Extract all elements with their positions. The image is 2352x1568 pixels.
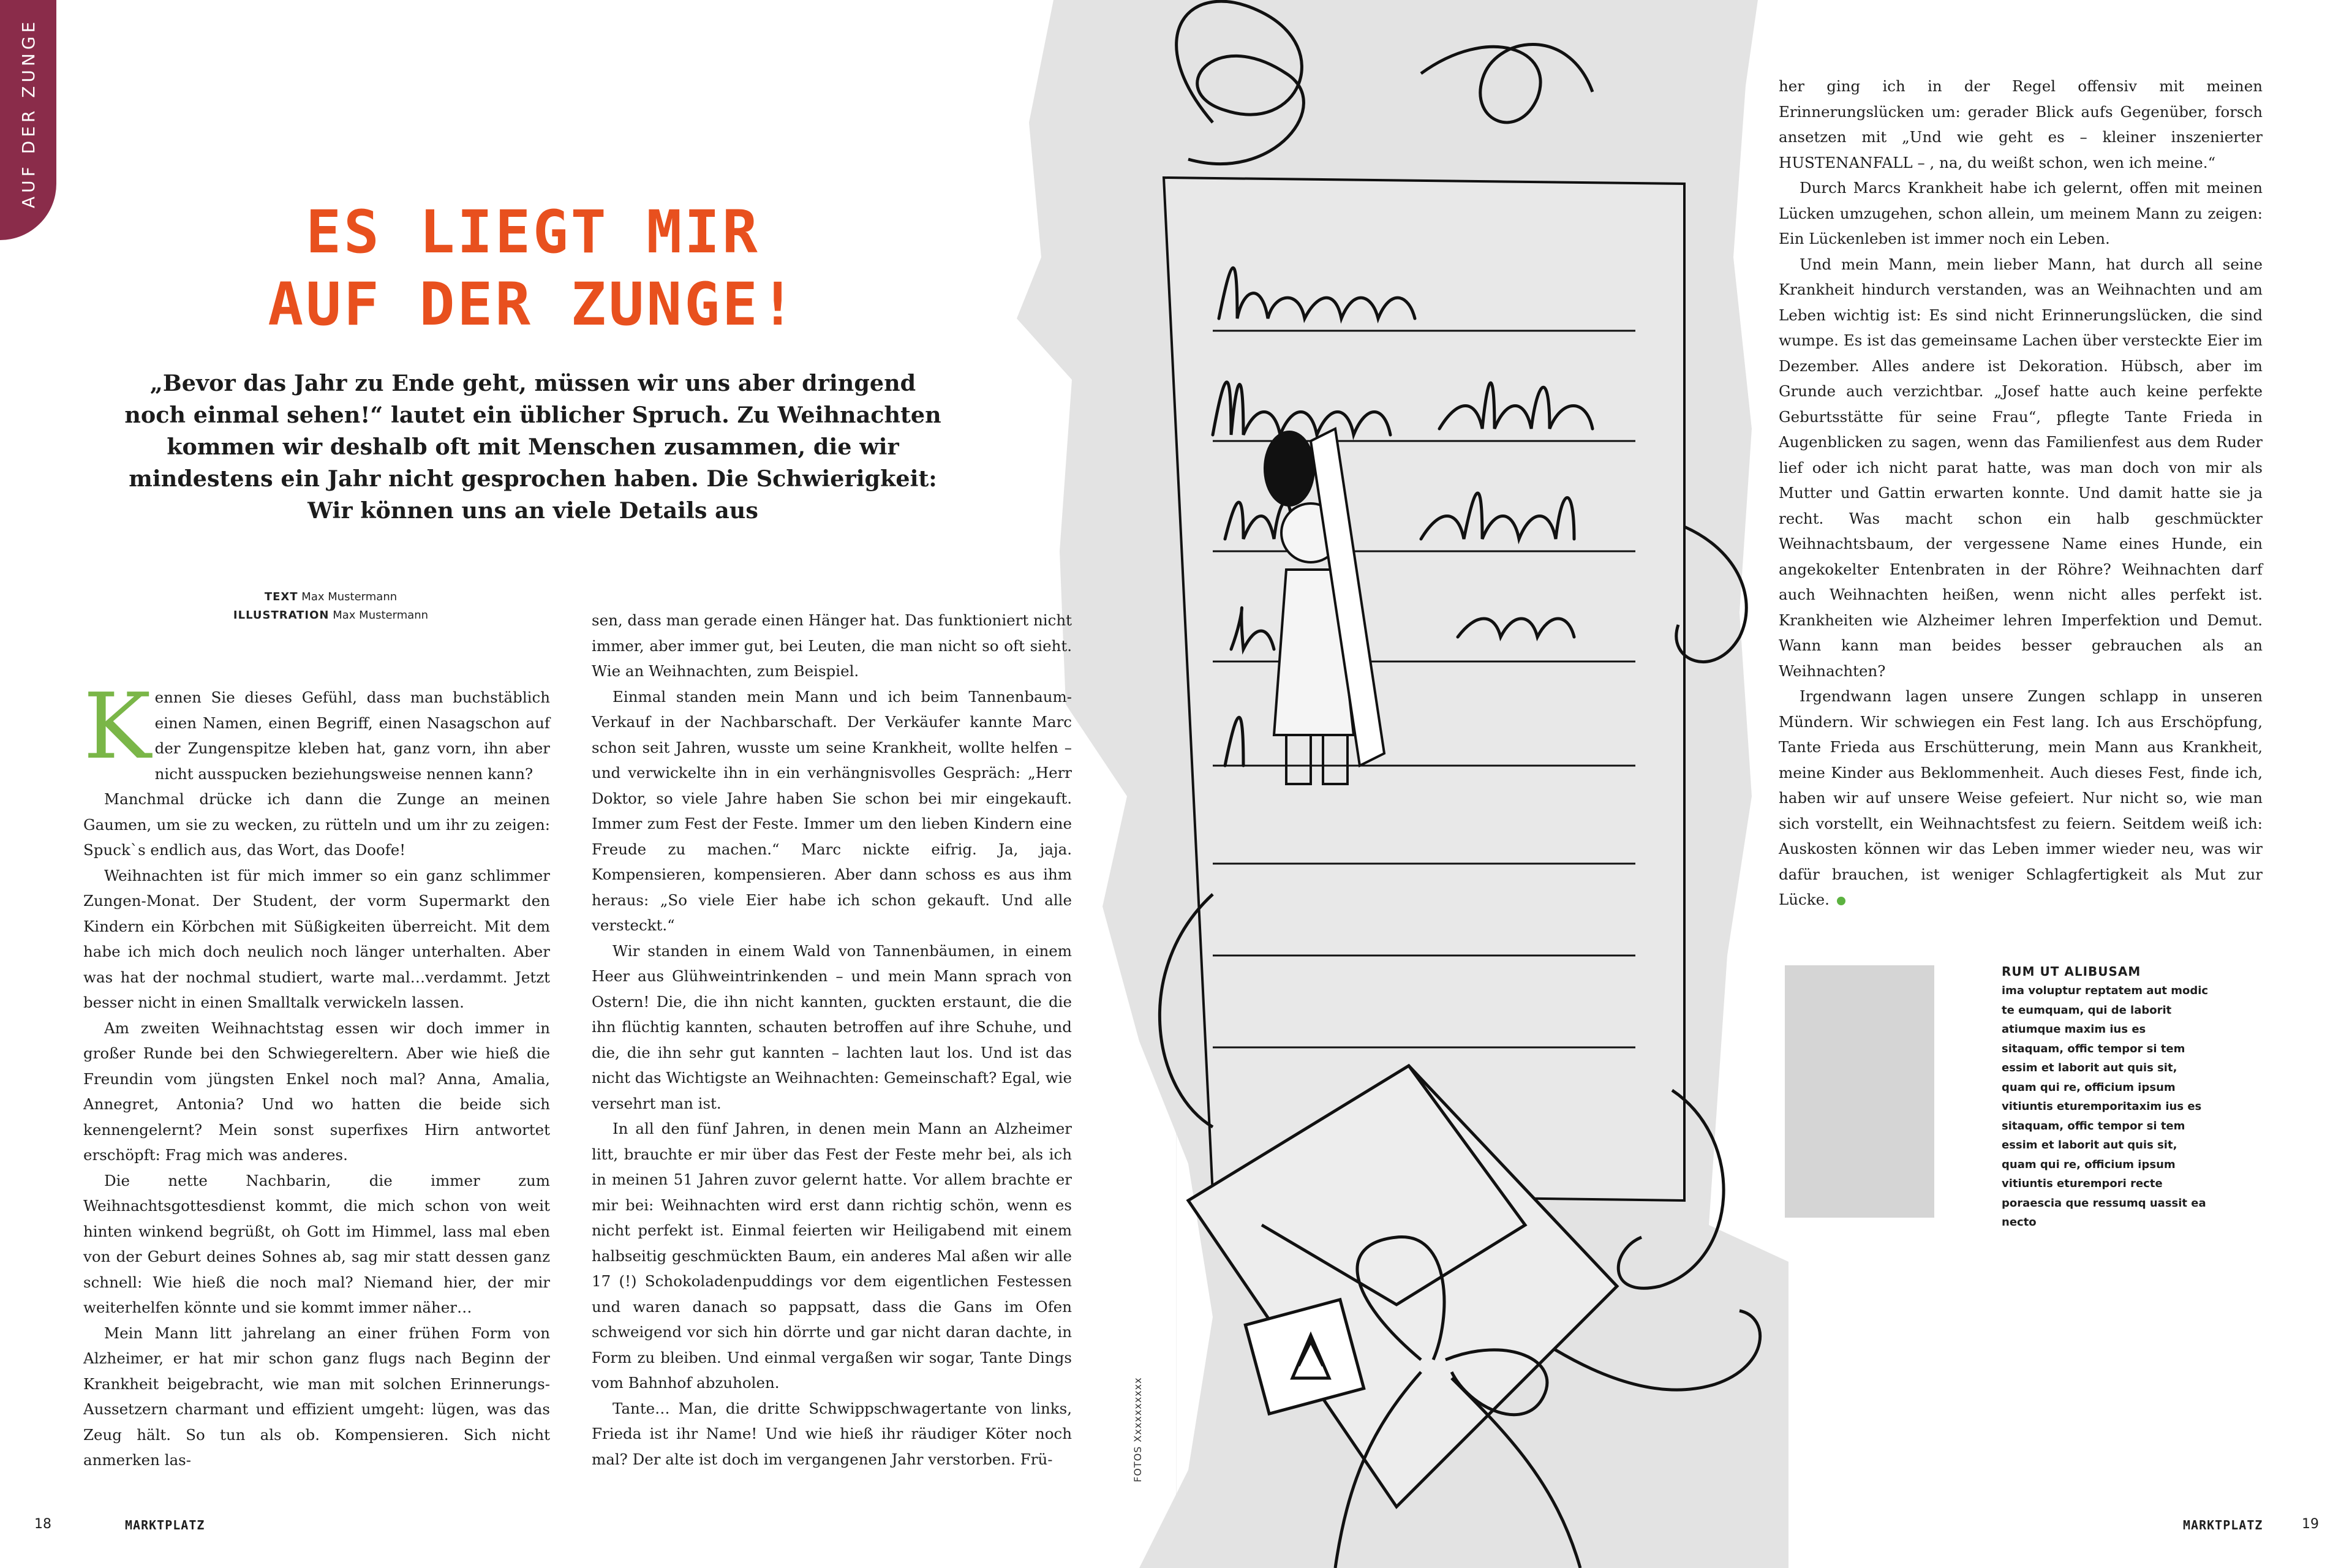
credit-text-label: TEXT [264, 590, 298, 603]
infobox [2002, 962, 2210, 1232]
headline-line-2: AUF DER ZUNGE! [268, 270, 798, 339]
section-tab [0, 0, 56, 240]
end-mark-dot [1837, 897, 1845, 905]
credits [202, 588, 459, 625]
image-placeholder [1785, 965, 1934, 1218]
body-column-3 [1779, 74, 2263, 913]
body-paragraph: Am zweiten Weihnachtstag essen wir doch immer in großer Runde bei den Schwiegereltern. Aber wie hieß die Freundin vom jüngsten Enkel noch mal? Anna, Amalia, Annegret, Antonia? Und wo hatten die beide sich kennengelernt? Mein sonst superfixes Hirn antwortet erschöpft: Frag mich was anderes. [83, 1019, 550, 1164]
lead-paragraph: „Bevor das Jahr zu Ende geht, müssen wir uns aber dringend noch einmal sehen!“ lautet ein üblicher Spruch. Zu Weihnachten kommen wir deshalb oft mit Menschen zusammen, die wir mindestens ein Jahr nicht gesprochen haben. Die Schwierigkeit: Wir können uns an viele Details aus [124, 370, 941, 524]
page-number-right: 19 [2302, 1517, 2319, 1532]
body-paragraph: Einmal standen mein Mann und ich beim Tannenbaum-Verkauf in der Nachbarschaft. Der Verkäufer kannte Marc schon seit Jahren, wusste um seine Krankheit, wollte helfen – und verwickelte ihn in ein verhängnisvolles Gespräch: „Herr Doktor, so viele Jahre haben Sie schon bei mir eingekauft. Immer zum Fest der Feste. Immer um den lieben Kindern eine Freude zu machen.“ Marc nickte eifrig. Ja, jaja. Kompensieren, kompensieren. Aber dann schoss es aus ihm heraus: „So viele Eier habe ich schon gekauft. Und alle versteckt.“ [592, 687, 1072, 934]
credit-illustration [202, 606, 459, 625]
infobox-body: ima voluptur reptatem aut modic te eumquam, qui de laborit atiumque maxim ius es sitaquam, offic tempor si tem essim et laborit aut quis sit, quam qui re, officium ipsum vitiuntis eturemporitaxim ius es sitaquam, offic tempor si tem essim et laborit aut quis sit, quam qui re, officium ipsum vitiuntis eturempori recte poraescia que ressumq uassit ea necto [2002, 984, 2209, 1229]
body-paragraph: Tante… Man, die dritte Schwippschwagertante von links, Frieda ist ihr Name! Und wie hieß ihr räudiger Köter noch mal? Der alte ist doch im vergangenen Jahr verstorben. Frü- [592, 1399, 1072, 1468]
body-text: Irgendwann lagen unsere Zungen schlapp in unseren Mündern. Wir schwiegen ein Fest lang. Ich aus Erschöpfung, Tante Frieda aus Erschütterung, mein Mann aus Krankheit, meine Kinder aus Beklommenheit. Auch dieses Fest, finde ich, haben wir auf unsere Weise gefeiert. Nur nicht so, wie man sich vorstellt, ein Weihnachtsfest zu feiern. Seitdem weiß ich: Auskosten können wir das Leben immer wieder neu, was wir dafür brauchen, ist weniger Schlagfertigkeit als Mut zur Lücke. [1779, 687, 2263, 908]
body-paragraph: Durch Marcs Krankheit habe ich gelernt, offen mit meinen Lücken umzugehen, schon allein, um meinem Mann zu zeigen: Ein Lückenleben ist immer noch ein Leben. [1779, 179, 2263, 247]
credit-illustration-label: ILLUSTRATION [233, 609, 330, 622]
credit-text-name: Max Mustermann [301, 590, 398, 603]
credit-illustration-name: Max Mustermann [333, 609, 429, 622]
body-paragraph [1779, 684, 2263, 913]
body-paragraph: Manchmal drücke ich dann die Zunge an meinen Gaumen, um sie zu wecken, zu rütteln und um ihr zu zeigen: Spuck`s endlich aus, das Wort, das Doofe! [83, 790, 550, 859]
infobox-title: RUM UT ALIBUSAM [2002, 964, 2141, 979]
credit-text [202, 588, 459, 606]
headline [202, 196, 864, 341]
body-paragraph [83, 674, 550, 786]
section-label: AUF DER ZUNGE [18, 18, 39, 208]
magazine-name-left: MARKTPLATZ [125, 1518, 205, 1532]
body-column-1 [83, 674, 550, 1473]
body-paragraph: Und mein Mann, mein lieber Mann, hat durch all seine Krankheit hindurch verstanden, was an Weihnachten und am Leben wichtig ist: Es sind nicht Erinnerungslücken, die sind wumpe. Es ist das gemeinsame Lachen über versteckte Eier im Dezember. Alles andere ist Dekoration. Hübsch, aber im Grunde auch verzichtbar. „Josef hatte auch keine perfekte Geburtsstätte für seine Frau“, pflegte Tante Frieda in Augenblicken zu sagen, wenn das Familienfest aus dem Ruder lief oder ich nicht parat hatte, was man doch von mir als Mutter und Gattin erwarten konnte. Und damit hatte sie ja recht. Was macht schon ein halb geschmückter Weihnachtsbaum, der vergessene Name eines Hunde, ein angekokelter Entenbraten in der Röhre? Weihnachten darf auch Weihnachten heißen, wenn nicht alles perfekt ist. Krankheiten wie Alzheimer lehren Imperfektion und Demut. Wann kann man beides besser gebrauchen als an Weihnachten? [1779, 255, 2263, 680]
dropcap: K [83, 674, 151, 779]
folio-left [34, 1517, 205, 1532]
body-paragraph: Wir standen in einem Wald von Tannenbäumen, in einem Heer aus Glühweintrinkenden – und mein Mann sprach von Ostern! Die, die ihn nicht kannten, guckten erstaunt, die die ihn flüchtig kannten, schauten betroffen auf ihre Schuhe, und die, die ihn sehr gut kannten – lachten laut los. Und ist das nicht das Wichtigste an Weihnachten: Gemeinschaft? Egal, wie versehrt man ist. [592, 941, 1072, 1112]
headline-line-1: ES LIEGT MIR [306, 198, 760, 266]
body-paragraph: In all den fünf Jahren, in denen mein Mann an Alzheimer litt, brauchte er mir über das Fest der Feste mehr bei, als ich in meinen 51 Jahren zuvor gelernt hatte. Vor allem brachte er mir bei: Weihnachten wird erst dann richtig schön, wenn es nicht perfekt ist. Einmal feierten wir Heiligabend mit einem halbseitig geschmückten Baum, ein anderes Mal aßen wir alle 17 (!) Schokoladenpuddings vor dem eigentlichen Festessen und waren danach so pappsatt, dass die Gans im Ofen schweigend vor sich hin dörrte und gar nicht daran dachte, in Form zu bleiben. Und einmal vergaßen wir sogar, Tante Dings vom Bahnhof abzuholen. [592, 1120, 1072, 1392]
body-paragraph: Die nette Nachbarin, die immer zum Weihnachtsgottesdienst kommt, die mich schon von weit hinten winkend begrüßt, oh Gott im Himmel, lass mal eben von der Geburt deines Sohnes ab, sag mir statt dessen ganz schnell: Wie hieß die noch mal? Niemand hier, der mir weiterhelfen könnte und sie kommt immer näher… [83, 1171, 550, 1316]
magazine-name-right: MARKTPLATZ [2183, 1518, 2263, 1532]
page-number-left: 18 [34, 1517, 51, 1532]
body-paragraph: sen, dass man gerade einen Hänger hat. Das funktioniert nicht immer, aber immer gut, bei Leuten, die man nicht so oft sieht. Wie an Weihnachten, zum Beispiel. [592, 611, 1072, 680]
body-column-2 [592, 608, 1072, 1472]
body-paragraph: Weihnachten ist für mich immer so ein ganz schlimmer Zungen-Monat. Der Student, der vorm Supermarkt den Kindern ein Körbchen mit Süßigkeiten überreicht. Mit dem habe ich mich doch neulich noch länger unterhalten. Aber was hat der nochmal studiert, warte mal…verdammt. Jetzt besser nicht in einen Smalltalk verwickeln lassen. [83, 866, 550, 1011]
body-text: ennen Sie dieses Gefühl, dass man buchstäblich einen Namen, einen Begriff, einen Nasagschon auf der Zungenspitze kleben hat, ganz vorn, ihn aber nicht ausspucken beziehungsweise nennen kann? [154, 688, 550, 783]
body-paragraph: Mein Mann litt jahrelang an einer frühen Form von Alzheimer, er hat mir schon ganz flugs nach Beginn der Krankheit beigebracht, wie man mit solchen Erinnerungs-Aussetzern charmant und effizient umgeht: lügen, was das Zeug hält. So tun als ob. Kompensieren. Sich nicht anmerken las- [83, 1324, 550, 1469]
photo-credit: FOTOS Xxxxxxxxxx [1132, 1377, 1144, 1482]
body-paragraph: her ging ich in der Regel offensiv mit meinen Erinnerungslücken um: gerader Blick aufs Gegenüber, forsch ansetzen mit „Und wie geht es – kleiner inszenierter HUSTENANFALL – , na, du weißt schon, wen ich meine.“ [1779, 77, 2263, 172]
